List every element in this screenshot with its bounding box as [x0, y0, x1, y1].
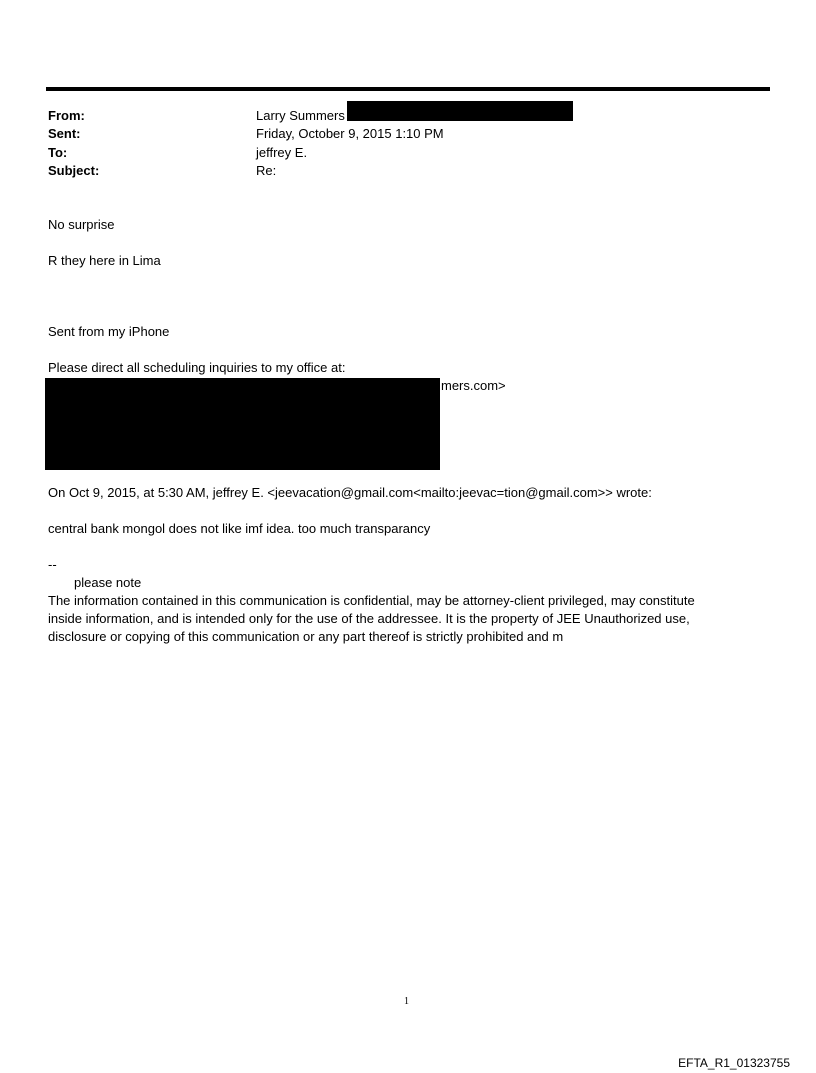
sent-label: Sent:: [48, 126, 81, 141]
from-label: From:: [48, 108, 85, 123]
disclaimer-line-3: disclosure or copying of this communication or any part thereof is strictly prohibited and m: [48, 629, 564, 644]
body-line-lima: R they here in Lima: [48, 253, 161, 268]
from-value: Larry Summers: [256, 108, 345, 123]
quote-intro: On Oct 9, 2015, at 5:30 AM, jeffrey E. <jeevacation@gmail.com<mailto:jeevac=tion@gmail.com>> wrote:: [48, 485, 652, 500]
signature-dash: --: [48, 557, 57, 572]
page-number: 1: [404, 996, 409, 1007]
signature-note: please note: [74, 575, 142, 590]
subject-label: Subject:: [48, 163, 100, 178]
sent-value: Friday, October 9, 2015 1:10 PM: [256, 126, 444, 141]
disclaimer-line-1: The information contained in this communication is confidential, may be attorney-client privileged, may constitute: [48, 593, 695, 608]
subject-value: Re:: [256, 163, 277, 178]
quote-body: central bank mongol does not like imf idea. too much transparancy: [48, 521, 431, 536]
disclaimer-line-2: inside information, and is intended only for the use of the addressee. It is the property of JEE Unauthorized use,: [48, 611, 690, 626]
header-rule: [46, 87, 770, 91]
to-label: To:: [48, 145, 68, 160]
body-line-no-surprise: No surprise: [48, 217, 115, 232]
to-value: jeffrey E.: [256, 145, 308, 160]
body-line-iphone: Sent from my iPhone: [48, 324, 170, 339]
redaction-contact-block: [45, 378, 440, 470]
redaction-from-email: [347, 101, 573, 121]
body-line-scheduling: Please direct all scheduling inquiries to my office at:: [48, 360, 346, 375]
document-id: EFTA_R1_01323755: [678, 1056, 790, 1070]
email-fragment: mers.com>: [441, 378, 506, 393]
